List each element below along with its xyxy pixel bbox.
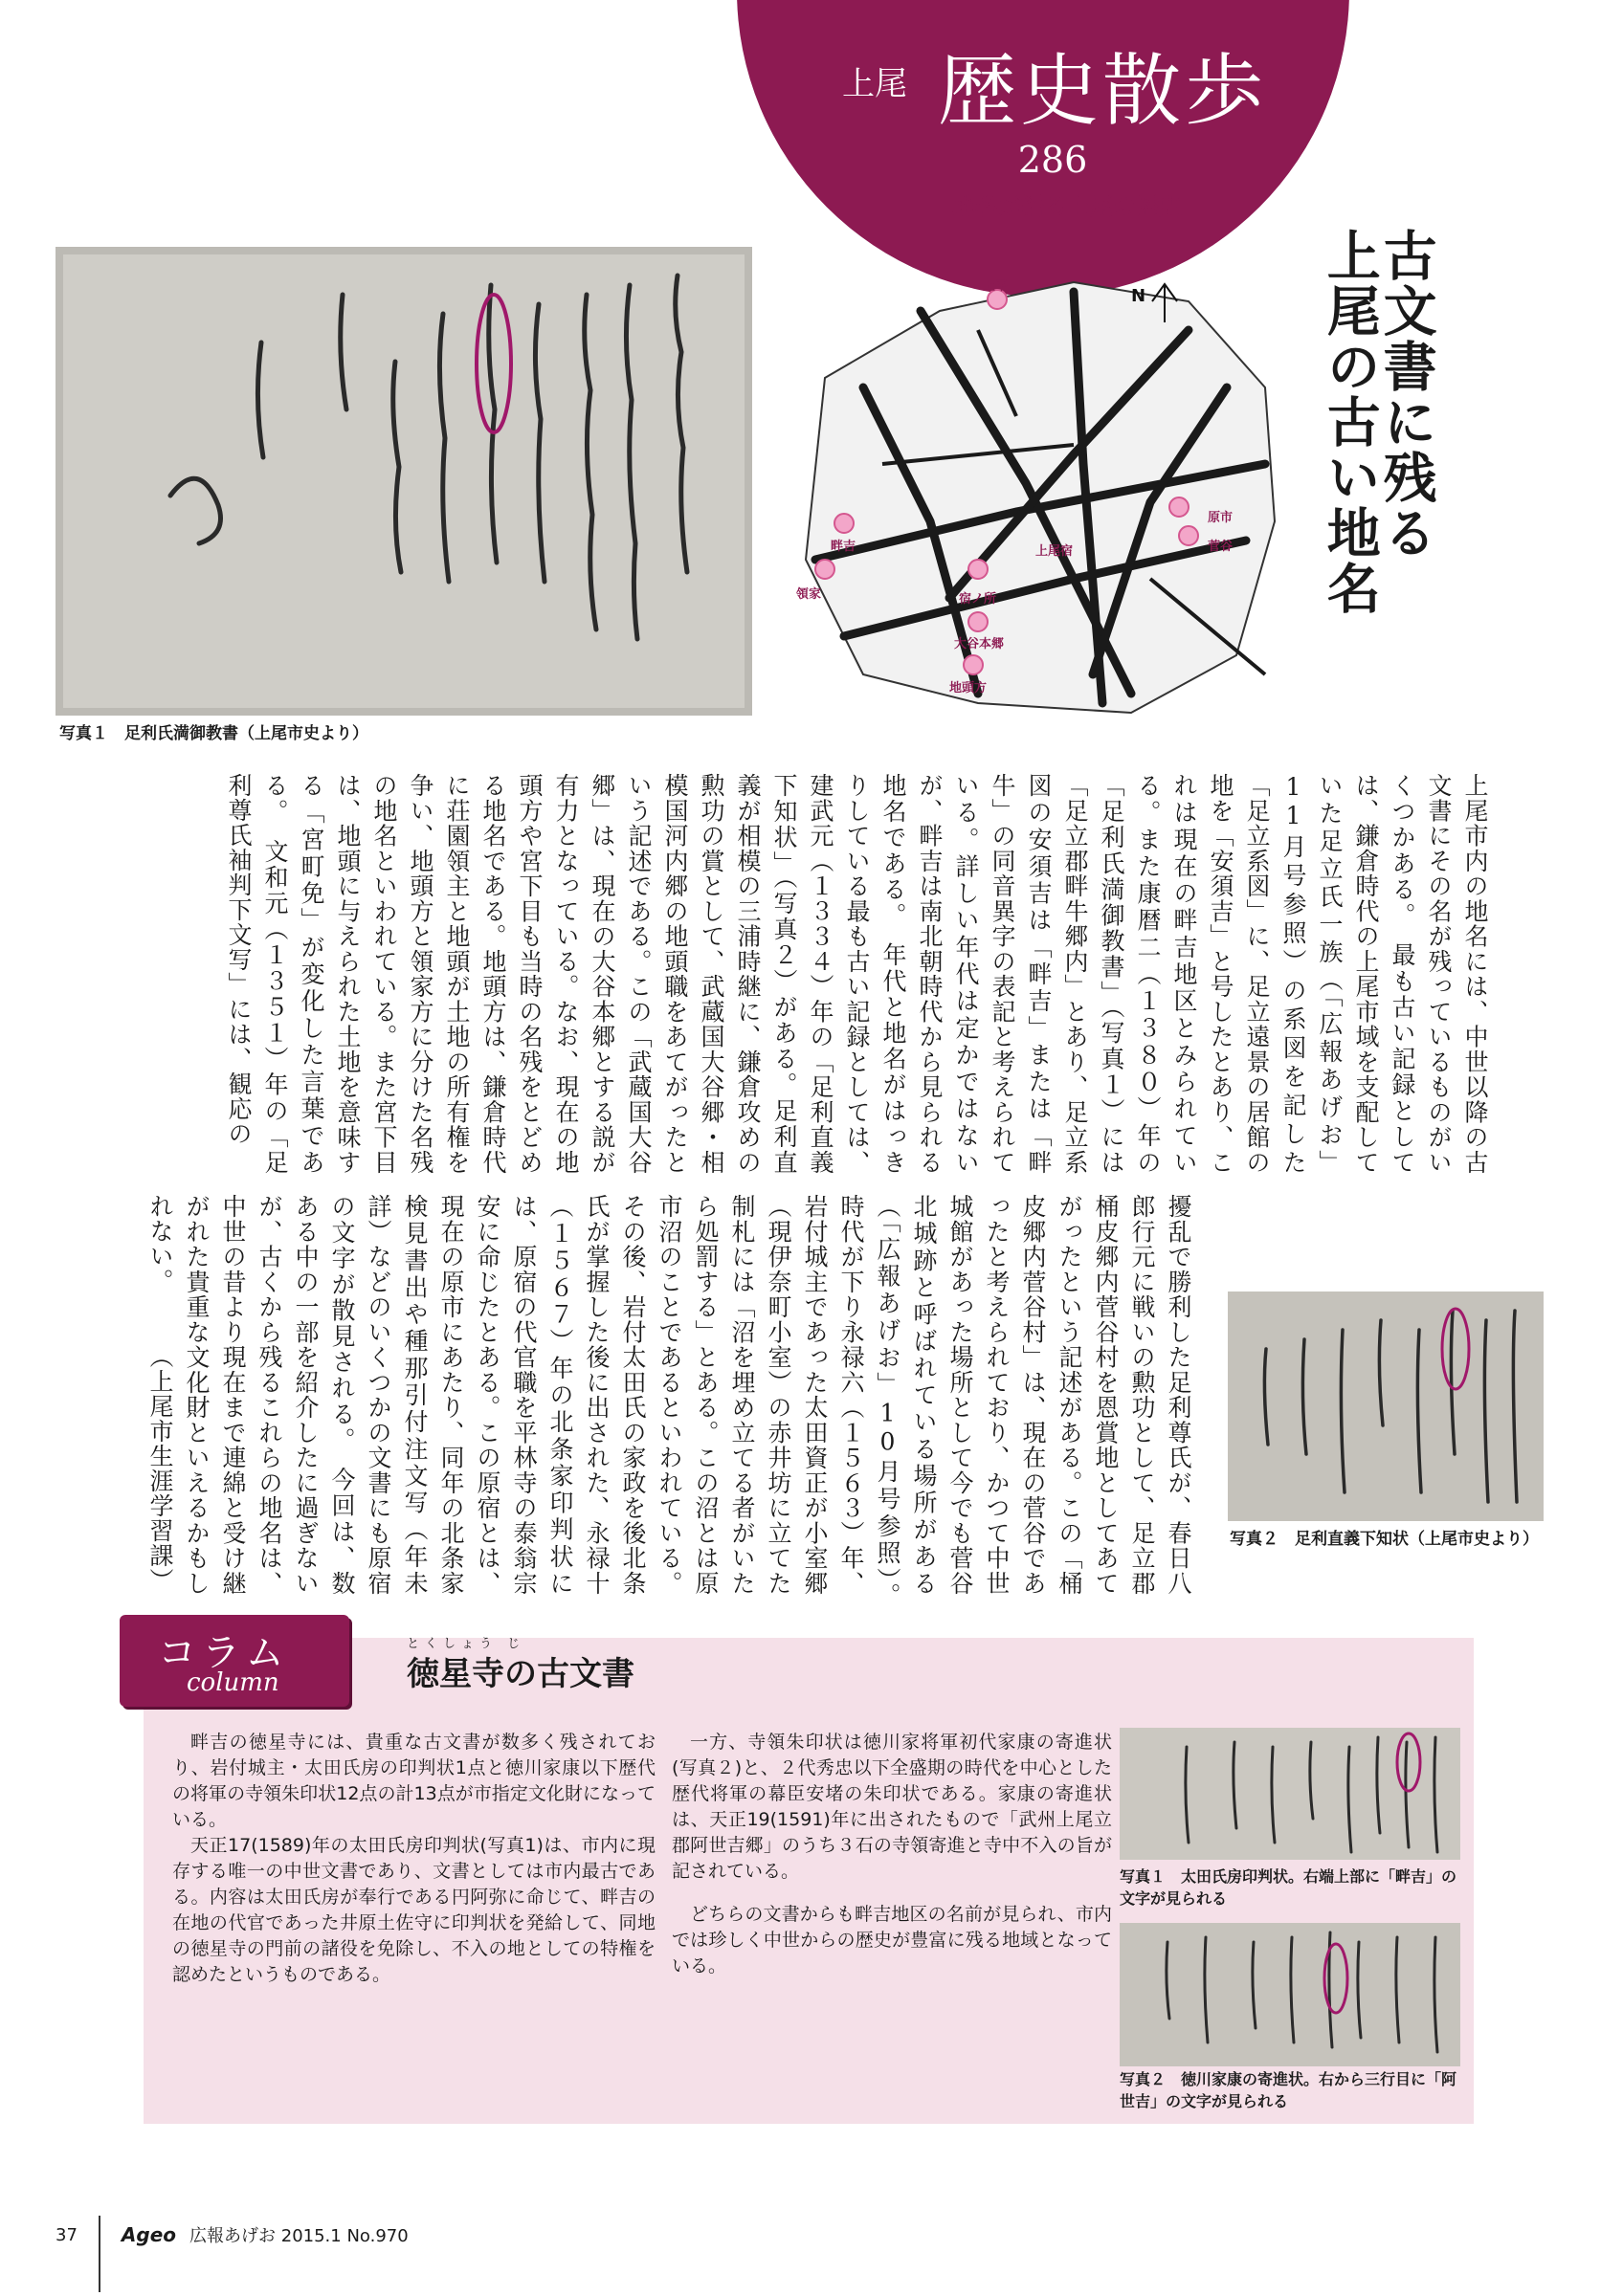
article-title: 古文書に残る 上尾の古い地名 <box>1318 228 1437 616</box>
document-scan-illustration-3 <box>1120 1728 1460 1860</box>
map-label-sugaya: 菅谷 <box>1208 540 1234 554</box>
column-photo2-caption: 写真２ 徳川家康の寄進状。右から三行目に「阿世吉」の文字が見られる <box>1120 2070 1457 2111</box>
series-title-big: 歴史散歩 <box>938 46 1268 137</box>
column-title-ruby: とくしょう じ <box>407 1637 526 1651</box>
column-paragraph: 一方、寺領朱印状は徳川家将軍初代家康の寄進状(写真２)と、２代秀忠以下全盛期の時代を中心とした歴代将軍の幕臣安堵の朱印状である。家康の寄進状は、天正19(1591)年に出されたもので「武州上尾立郡阿世吉郷」のうち３石の寺領寄進と寺中不入の旨が記されている。 <box>672 1732 1112 1882</box>
photo1-caption: 写真１ 足利氏満御教書（上尾市史より） <box>59 724 368 743</box>
map-illustration <box>787 273 1284 722</box>
column-photo-1 <box>1120 1728 1460 1860</box>
photo2-caption: 写真２ 足利直義下知状（上尾市史より） <box>1230 1530 1539 1549</box>
column-photo-2 <box>1120 1923 1460 2066</box>
map-label-jitogata: 地頭方 <box>949 681 988 695</box>
footer-divider <box>99 2216 100 2292</box>
series-title-small: 上尾 <box>842 65 907 103</box>
document-scan-illustration <box>56 247 752 716</box>
column-tag-english: column <box>187 1668 279 1697</box>
page-number: 37 <box>56 2224 78 2245</box>
map-label-azeyoshi: 畔吉 <box>831 540 856 554</box>
photo-ancient-document-1 <box>56 247 752 716</box>
area-map <box>787 273 1284 722</box>
article-body-lower: 擾乱で勝利した足利尊氏が、春日八郎行元に戦いの勲功として、足立郡桶皮郷内菅谷村を恩賞地としてあてがったという記述がある。この「桶皮郷内菅谷村」は、現在の菅谷であったと考えられており、かつて中世城館があった場所として今でも菅谷北城跡と呼ばれている場所がある（「広報あげお」10月号参照）。 時代が下り永禄六（１５６３）年、岩付城主であった太田資正が小室郷（現伊奈町小室）の赤井坊に立てた制札には「沼を埋め立てる者がいたら処罰する」とある。この沼とは原市沼のことであるといわれている。その後、岩付太田氏の家政を後北条氏が掌握した後に出された、永禄十（１５６７）年の北条家印判状には、原宿の代官職を平林寺の泰翁宗安に命じたとある。この原宿とは、現在の原市にあたり、同年の北条家検見書出や種那引付注文写（年未詳）などのいくつかの文書にも原宿の文字が散見される。 今回は、数ある中の一部を紹介したに過ぎないが、古くから残るこれらの地名は、中世の昔より現在まで連綿と受け継がれた貴重な文化財といえるかもしれない。 （上尾市生涯学習課） <box>146 1194 1192 1621</box>
article-body-upper: 上尾市内の地名には、中世以降の古文書にその名が残っているものがいくつかある。 最も古い記録としては、鎌倉時代の上尾市域を支配していた足立氏一族（「広報あげお」11月号参照）の系図を記した「足立系図」に、足立遠景の居館の地を「安須吉」と号したとあり、これは現在の畔吉地区とみられている。また康暦二（１３８０）年の「足利氏満御教書」（写真１）には「足立郡畔牛郷内」とあり、足立系図の安須吉は「畔吉」または「畔牛」の同音異字の表記と考えられている。詳しい年代は定かではないが、畔吉は南北朝時代から見られる地名である。 年代と地名がはっきりしている最も古い記録としては、建武元（１３３４）年の「足利直義下知状」（写真２）がある。足利直義が相模の三浦時継に、鎌倉攻めの勲功の賞として、武蔵国大谷郷・相模国河内郷の地頭職をあてがったという記述である。この「武蔵国大谷郷」は、現在の大谷本郷とする説が有力となっている。なお、現在の地頭方や宮下目も当時の名残をとどめる地名である。地頭方は、鎌倉時代に荘園領主と地頭が土地の所有権を争い、地頭方と領家方に分けた名残の地名といわれている。また宮下目は、地頭に与えられた土地を意味する「宮町免」が変化した言葉である。 文和元（１３５１）年の「足利尊氏袖判下文写」には、観応の <box>225 773 1489 1175</box>
column-text-left <box>172 1730 656 1988</box>
map-label-kamidaira: 上平 <box>983 279 1009 294</box>
map-label-oyahongo: 大谷本郷 <box>954 637 1005 651</box>
document-scan-illustration-2 <box>1228 1292 1544 1521</box>
column-tag <box>120 1615 349 1707</box>
publication-info: 広報あげお 2015.1 No.970 <box>189 2226 409 2246</box>
north-indicator: N <box>1131 286 1146 306</box>
column-text-middle <box>672 1730 1112 1979</box>
column-photo1-caption: 写真１ 太田氏房印判状。右端上部に「畔吉」の文字が見られる <box>1120 1867 1457 1909</box>
map-label-ageo-shuku: 上尾宿 <box>1035 544 1074 559</box>
page-footer <box>56 2216 409 2254</box>
column-title: 徳星寺の古文書 <box>407 1655 634 1693</box>
column-paragraph: 天正17(1589)年の太田氏房印判状(写真1)は、市内に現存する唯一の中世文書であり、文書としては市内最古である。内容は太田氏房が奉行である円阿弥に命じて、畔吉の在地の代官であった井原土佐守に印判状を発給して、同地の徳星寺の門前の諸役を免除し、不入の地としての特権を認めたというものである。 <box>172 1835 656 1985</box>
series-number: 286 <box>1017 139 1088 181</box>
column-tag-japanese: コラム <box>158 1631 290 1675</box>
photo-ancient-document-2 <box>1228 1292 1544 1521</box>
map-label-shukunotokoro: 宿ノ所 <box>959 592 997 607</box>
map-label-haraichi: 原市 <box>1208 511 1234 525</box>
series-title <box>804 19 1282 144</box>
series-subtitle: 地名が語る上尾の歴史 <box>952 193 1182 220</box>
column-paragraph: どちらの文書からも畔吉地区の名前が見られ、市内では珍しく中世からの歴史が豊富に残る地域となっている。 <box>672 1904 1112 1976</box>
publication-logo: Ageo <box>121 2223 177 2246</box>
document-scan-illustration-4 <box>1120 1923 1460 2066</box>
map-label-ryoke: 領家 <box>796 587 822 602</box>
column-paragraph: 畔吉の徳星寺には、貴重な古文書が数多く残されており、岩付城主・太田氏房の印判状1点と徳川家康以下歴代の将軍の寺領朱印状12点の計13点が市指定文化財になっている。 <box>172 1732 656 1830</box>
